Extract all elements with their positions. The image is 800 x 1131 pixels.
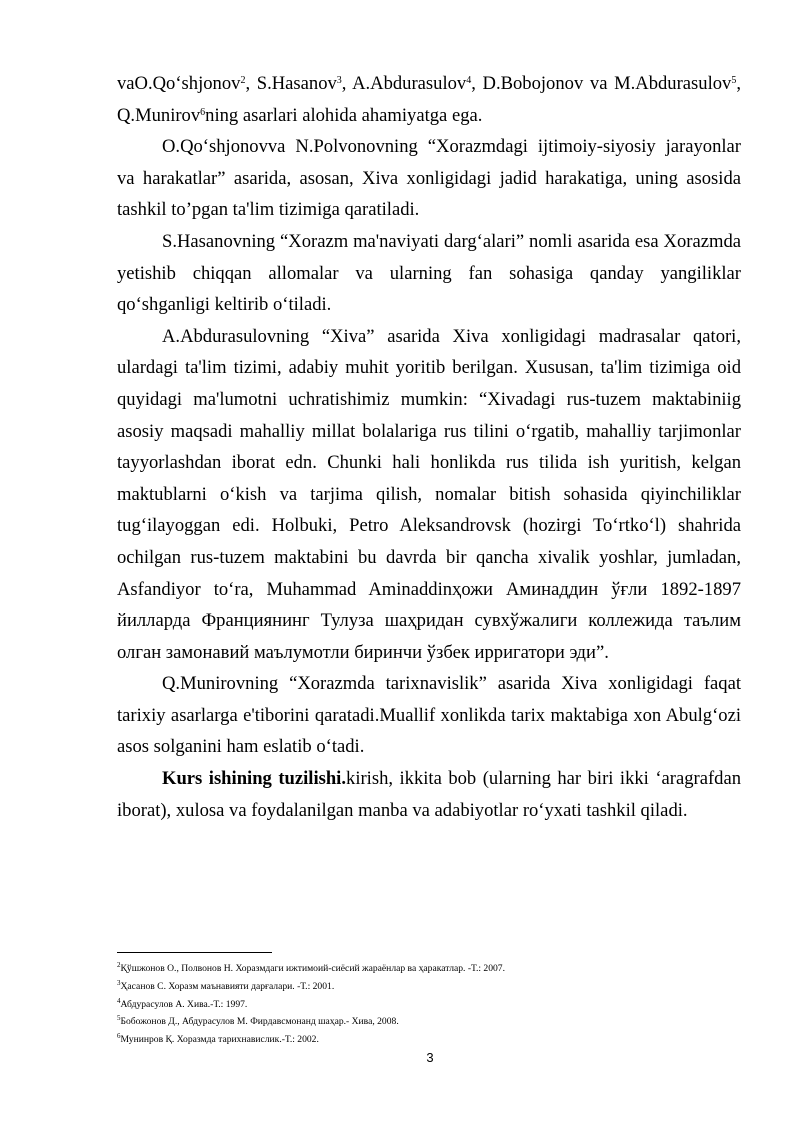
footnote-item <box>117 1031 741 1049</box>
footnote-ref: 6 <box>200 106 206 118</box>
footnote-separator <box>117 952 272 953</box>
footnote-text: Ҳасанов С. Хоразм маънавияти дарғалари. -Т.: 2001. <box>120 980 335 992</box>
paragraph-2: O.Qo‘shjonovva N.Polvonovning “Xorazmdagi ijtimoiy-siyosiy jarayonlar va harakatlar” asarida, asosan, Xiva xonligidagi jadid harakatiga, uning asosida tashkil to’pgan ta'lim tizimiga qaratiladi. <box>117 136 741 221</box>
body-text <box>117 68 741 826</box>
footnote-number: 6 <box>117 1032 121 1041</box>
footnote-ref: 3 <box>336 75 342 86</box>
footnote-text: Мунинров Қ. Хоразмда тарихнавислик.-Т.: 2002. <box>120 1034 319 1046</box>
footnote-number: 5 <box>117 1014 121 1023</box>
paragraph-5: Q.Munirovning “Xorazmda tarixnavislik” asarida Xiva xonligidagi faqat tarixiy asarlarga e'tiborini qaratadi.Muallif xonlikda tarix maktabiga xon Abulg‘ozi asos solganini ham eslatib o‘tadi. <box>117 673 741 758</box>
footnote-number: 3 <box>117 978 121 987</box>
paragraph-4: A.Abdurasulovning “Xiva” asarida Xiva xonligidagi madrasalar qatori, ulardagi ta'lim tizimi, adabiy muhit yoritib berilgan. Xususan, ta'lim tizimiga oid quyidagi ma'lumotni uchratishimiz mumkin: “Xivadagi rus-tuzem maktabiniig asosiy maqsadi mahalliy millat bolalariga rus tilini o‘rgatib, mahalliy tarjimonlar tayyorlashdan iborat edn. Chunki hali honlikda rus tilida ish yuritish, kelgan maktublarni o‘kish va tarjima qilish, nomalar bitish sohasida qiyinchiliklar tug‘ilayoggan edi. Holbuki, Petro Aleksandrovsk (hozirgi To‘rtko‘l) shahrida ochilgan rus-tuzem maktabini bu davrda bir qancha xivalik yoshlar, jumladan, Asfandiyor to‘ra, Muhammad Aminaddinҳожи Аминаддин ўғли 1892-1897 йилларда Франциянинг Тулуза шаҳридан сувхўжалиги коллежида таълим олган замонавий маълумотли биринчи ўзбек ирригатори эди”. <box>117 325 741 663</box>
page-number: 3 <box>426 1050 434 1065</box>
footnotes <box>117 960 741 1049</box>
footnote-number: 2 <box>117 961 121 969</box>
text-run: ning asarlari alohida ahamiyatga ega. <box>205 104 483 126</box>
footnote-text: Қўшжонов О., Полвонов Н. Хоразмдаги ижтимоий-сиёсий жараёнлар ва ҳаракатлар. -Т.: 2007. <box>120 963 505 974</box>
footnote-text: Бобожонов Д., Абдурасулов М. Фирдавсмонанд шаҳар.- Хива, 2008. <box>120 1016 399 1028</box>
footnote-number: 4 <box>117 996 121 1005</box>
footnote-item <box>117 960 741 978</box>
paragraph-3: S.Hasanovning “Xorazm ma'naviyati darg‘alari” nomli asarida esa Xorazmda yetishib chiqqan allomalar va ularning fan sohasiga qanday yangiliklar qo‘shganligi keltirib o‘tiladi. <box>117 230 741 316</box>
footnote-ref: 2 <box>240 75 246 86</box>
text-run: , A.Abdurasulov <box>341 73 467 94</box>
footnote-text: Абдурасулов А. Хива.-Т.: 1997. <box>120 998 248 1010</box>
footnote-ref: 4 <box>466 75 472 86</box>
footnote-item <box>117 978 741 996</box>
paragraph-6 <box>117 763 741 826</box>
footnote-item <box>117 996 741 1014</box>
text-run: , D.Bobojonov va M.Abdurasulov <box>471 73 732 94</box>
text-run: kirish, ikkita bob (ularning har biri ikki ‘aragrafdan iborat), xulosa va foydalanilgan manba va adabiyotlar ro‘yxati tashkil qiladi. <box>117 768 741 821</box>
text-run: , Q.Munirov <box>117 73 741 126</box>
footnote-ref: 5 <box>731 75 737 86</box>
footnote-item <box>117 1013 741 1031</box>
text-run: vaO.Qo‘shjonov <box>117 73 241 94</box>
section-heading: Kurs ishining tuzilishi. <box>162 768 347 790</box>
paragraph-1 <box>117 68 741 131</box>
text-run: , S.Hasanov <box>245 73 337 94</box>
